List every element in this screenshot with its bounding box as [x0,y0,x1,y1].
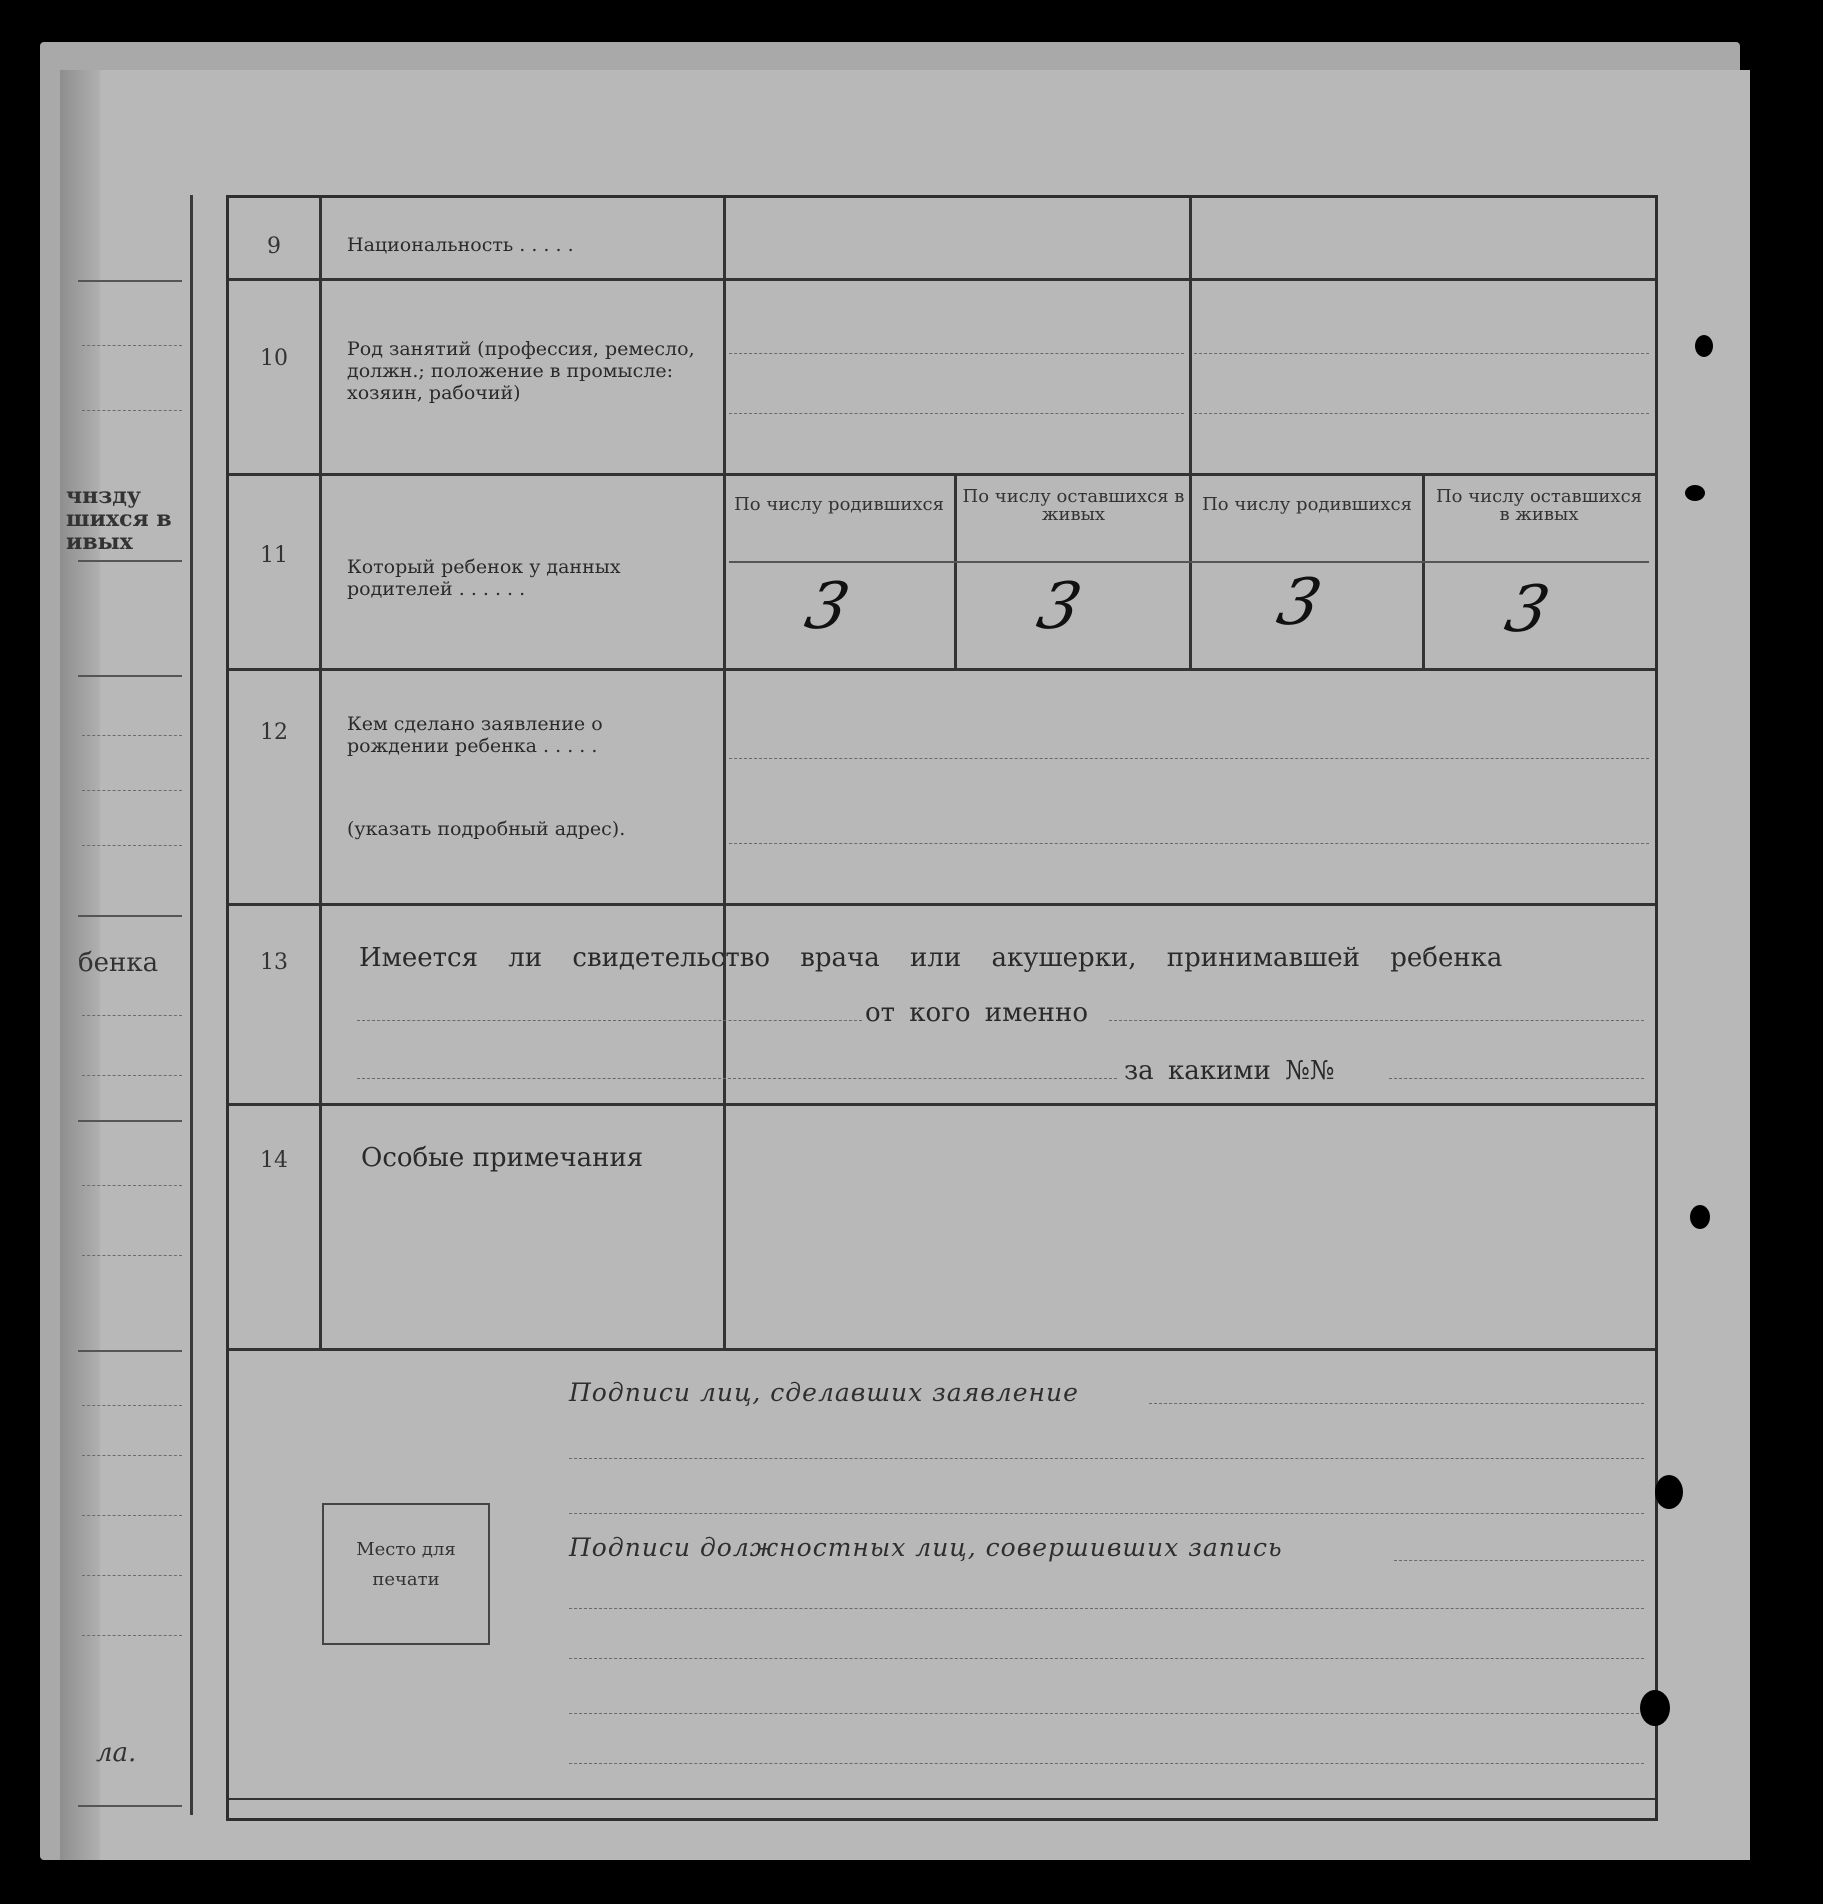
handwritten-value-born-2: 3 [1271,566,1328,640]
signature-applicants-label: Подписи лиц, сделавших заявление [569,1378,1079,1407]
signature-officials-label: Подписи должностных лиц, совершивших запись [569,1533,1283,1562]
handwritten-value-born-1: 3 [799,570,856,644]
stamp-label-line2: печати [372,1569,440,1590]
row-label-declarant: Кем сделано заявление о рождении ребенка . . . . . [347,713,603,757]
binding-hole [1640,1690,1670,1726]
row-label-birth-order: Который ребенок у данных родителей . . . . . . [347,556,621,600]
row-text-from-whom: от кого именно [865,998,1088,1028]
binding-hole [1695,335,1713,357]
row-note-address: (указать подробный адрес). [347,818,626,840]
row-number: 14 [260,1148,288,1173]
strip-fragment-end: ла. [96,1738,137,1768]
row-label-occupation: Род занятий (профессия, ремесло, должн.; положение в промысле: хозяин, рабочий) [347,338,695,404]
row-number: 11 [260,543,288,568]
binding-hole [1690,1205,1710,1229]
row-label-remarks: Особые примечания [361,1143,644,1173]
row-number: 9 [267,234,281,259]
strip-fragment-child: бенка [78,948,159,978]
row-number: 10 [260,346,288,371]
left-margin-strip [66,195,193,1815]
column-surviving-1: По числу оставшихся в живых [962,486,1185,525]
row-label-nationality: Национальность . . . . . [347,234,574,256]
column-born-2: По числу родившихся [1202,494,1412,515]
row-text-numbers: за какими №№ [1124,1056,1335,1086]
column-surviving-2: По числу оставшихся в живых [1435,486,1643,525]
binding-hole [1655,1475,1683,1509]
row-question-certificate: Имеется ли свидетельство врача или акушерки, принимавшей ребенка [359,943,1503,973]
handwritten-value-surviving-2: 3 [1499,573,1556,647]
row-number: 13 [260,950,288,975]
row-number: 12 [260,720,288,745]
column-born-1: По числу родившихся [734,494,944,515]
handwritten-value-surviving-1: 3 [1031,570,1088,644]
register-form [226,195,1658,1821]
strip-fragment-children: чнзду шихся в ивых [66,483,172,556]
stamp-label-line1: Место для [356,1539,456,1560]
stamp-placeholder-box [322,1503,490,1645]
binding-hole [1685,485,1705,501]
